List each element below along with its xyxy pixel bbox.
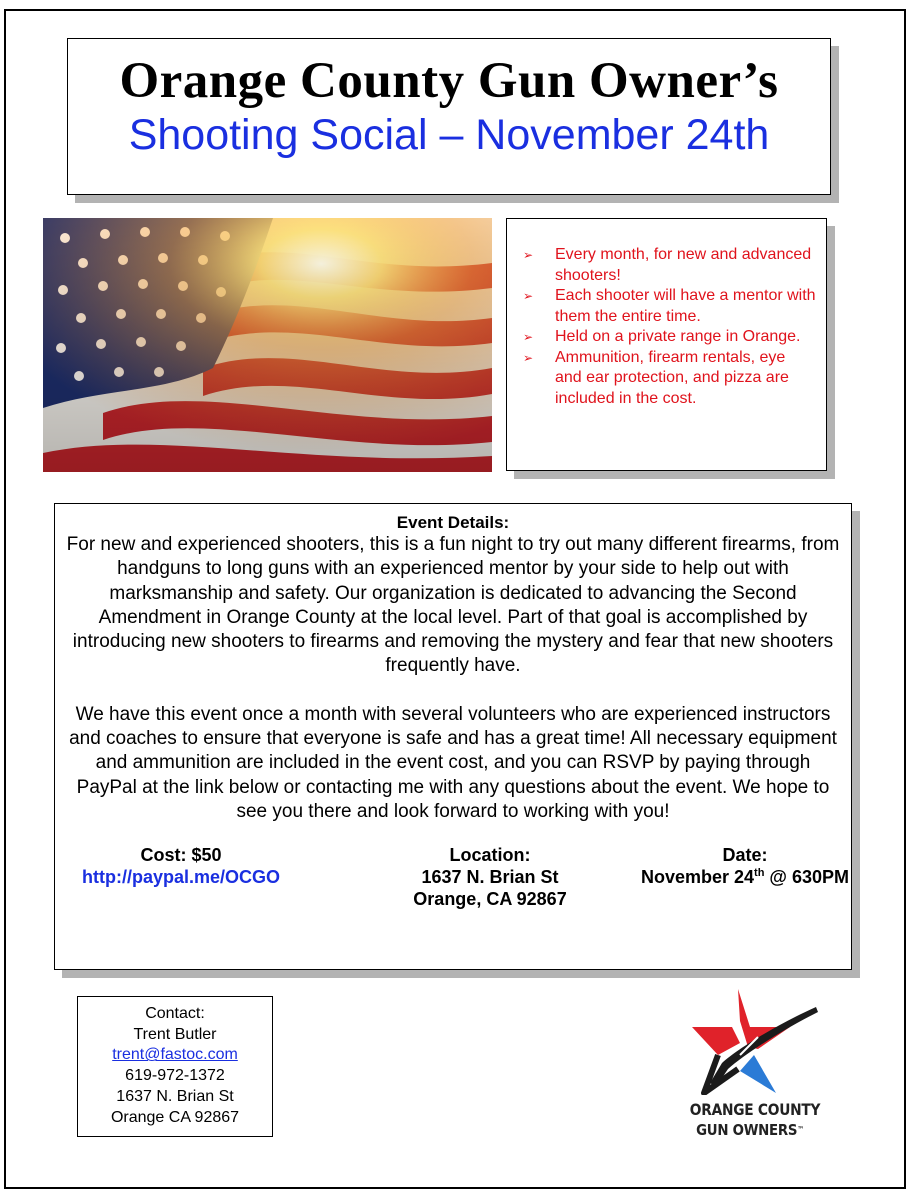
contact-email-link[interactable]: trent@fastoc.com [112,1046,238,1064]
star-rifle-logo-icon [680,985,820,1095]
trademark-mark: ™ [797,1125,804,1134]
location-label: Location: [449,845,531,866]
contact-box [77,996,273,1137]
title-box [67,38,831,195]
arrow-bullet-icon: ➢ [523,350,534,365]
details-paragraph-2: We have this event once a month with several volunteers who are experienced instructors and coaches to ensure that everyone is safe and has a great time! All necessary equipment and ammunition are included in the event cost, and you can RSVP by paying through PayPal at the link below or contacting me with any questions about the event. We hope to see you there and look forward to working with you! [69,703,837,822]
date-value: November 24th @ 630PM [640,867,850,888]
cost-label: Cost: $50 [140,845,222,866]
contact-name: Trent Butler [133,1025,217,1043]
page-title: Orange County Gun Owner’s [119,53,779,109]
arrow-bullet-icon: ➢ [523,248,534,262]
logo-text-line-1: ORANGE COUNTY [689,1100,821,1119]
event-info-row [55,844,851,924]
page-subtitle: Shooting Social – November 24th [128,111,770,159]
american-flag-image [43,218,492,472]
list-item: ➢ Each shooter will have a mentor with them the entire time. [523,287,816,325]
event-details-box [54,503,852,970]
list-item: ➢ Held on a private range in Orange. [523,327,816,348]
list-item: ➢ Ammunition, firearm rentals, eye and ear protection, and pizza are included in the cost. [523,348,789,407]
location-line-1: 1637 N. Brian St [421,867,559,888]
date-column [595,844,895,888]
date-label: Date: [722,845,768,866]
contact-address-2: Orange CA 92867 [110,1108,240,1126]
ocgo-logo [680,985,820,1150]
list-item: ➢ Every month, for new and advanced shooters! [523,246,812,284]
contact-address-1: 1637 N. Brian St [116,1087,234,1105]
location-line-2: Orange, CA 92867 [413,889,567,910]
details-heading: Event Details: [396,513,510,532]
highlights-list [507,219,826,409]
contact-phone: 619-972-1372 [125,1067,225,1085]
highlights-box [506,218,827,471]
cost-column [55,844,307,888]
contact-label: Contact: [145,1005,205,1022]
paypal-link[interactable]: http://paypal.me/OCGO [81,867,281,888]
location-column [375,844,605,910]
arrow-bullet-icon: ➢ [523,330,534,344]
details-paragraph-1: For new and experienced shooters, this is a fun night to try out many different firearms, from handguns to long guns with an experienced mentor by your side to help out with marksmanship and safety. Our organization is dedicated to advancing the Second Amendment in Orange County at the local level. Part of that goal is accomplished by introducing new shooters to firearms and removing the mystery and fear that new shooters frequently have. [66,534,840,677]
arrow-bullet-icon: ➢ [523,289,534,303]
logo-text-line-2: GUN OWNERS™ [696,1121,804,1139]
